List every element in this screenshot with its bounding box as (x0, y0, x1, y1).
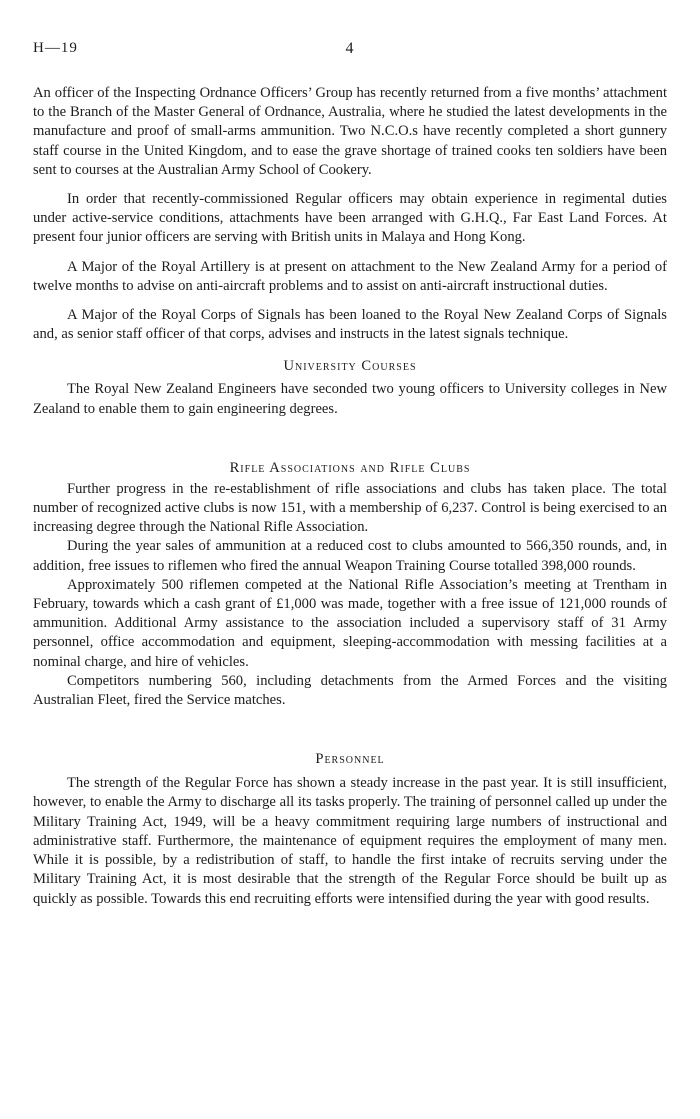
page-number: 4 (345, 40, 355, 57)
paragraph-regimental-duties: In order that recently-commissioned Regular officers may obtain experience in regimental duties under active-service conditions, attachments have been arranged with G.H.Q., Far East Land Forces. At present four junior officers are serving with British units in Malaya and Hong Kong. (33, 191, 667, 246)
running-header (33, 40, 667, 62)
paragraph-service-matches: Competitors numbering 560, including detachments from the Armed Forces and the visiting Australian Fleet, fired the Service matches. (33, 672, 667, 709)
heading-rifle-associations: Rifle Associations and Rifle Clubs (229, 459, 471, 476)
paragraph-trentham-meeting: Approximately 500 riflemen competed at the National Rifle Association’s meeting at Trentham in February, towards which a cash grant of £1,000 was made, together with a free issue of 121,000 rounds of ammunition. Additional Army assistance to the association included a supervisory staff of 31 Army personnel, office accommodation and equipment, sleeping-accommodation with messing facilities at a nominal charge, and hire of vehicles. (33, 576, 667, 670)
paragraph-rifle-progress: Further progress in the re-establishment of rifle associations and clubs has taken place. The total number of recognized active clubs is now 151, with a membership of 6,237. Control is being exercised to an increasing degree through the National Rifle Association. (33, 480, 667, 536)
paragraph-royal-artillery: A Major of the Royal Artillery is at present on attachment to the New Zealand Army for a period of twelve months to advise on anti-aircraft problems and to assist on anti-aircraft instructional duties. (33, 258, 667, 294)
paragraph-royal-signals: A Major of the Royal Corps of Signals has been loaned to the Royal New Zealand Corps of Signals and, as senior staff officer of that corps, advises and instructs in the latest signals technique. (33, 307, 667, 343)
paragraph-ammunition-sales: During the year sales of ammunition at a reduced cost to clubs amounted to 566,350 rounds, and, in addition, free issues to riflemen who fired the annual Weapon Training Course totalled 398,000 rounds. (33, 538, 667, 574)
heading-university-courses: University Courses (283, 358, 417, 375)
document-reference: H—19 (33, 40, 78, 56)
paragraph-regular-force-strength: The strength of the Regular Force has shown a steady increase in the past year. It is still insufficient, however, to enable the Army to discharge all its tasks properly. The training of personnel called up under the Military Training Act, 1949, will be a heavy commitment requiring large numbers of instructional and administrative staff. Furthermore, the maintenance of equipment requires the employment of many men. While it is possible, by a redistribution of staff, to handle the first intake of recruits serving under the Military Training Act, it is most desirable that the strength of the Regular Force should be built up as quickly as possible. Towards this end recruiting efforts were intensified during the year with good results. (33, 775, 667, 907)
paragraph-ordnance-attachment: An officer of the Inspecting Ordnance Officers’ Group has recently returned from a five months’ attachment to the Branch of the Master General of Ordnance, Australia, where he studied the latest developments in the manufacture and proof of small-arms ammunition. Two N.C.O.s have recently completed a short gunnery staff course in the United Kingdom, and to ease the grave shortage of trained cooks ten soldiers have been sent to courses at the Australian Army School of Cookery. (33, 85, 667, 178)
document-body (33, 84, 667, 909)
heading-personnel: Personnel (315, 751, 385, 768)
paragraph-university-courses: The Royal New Zealand Engineers have seconded two young officers to University colleges in New Zealand to enable them to gain engineering degrees. (33, 381, 667, 417)
